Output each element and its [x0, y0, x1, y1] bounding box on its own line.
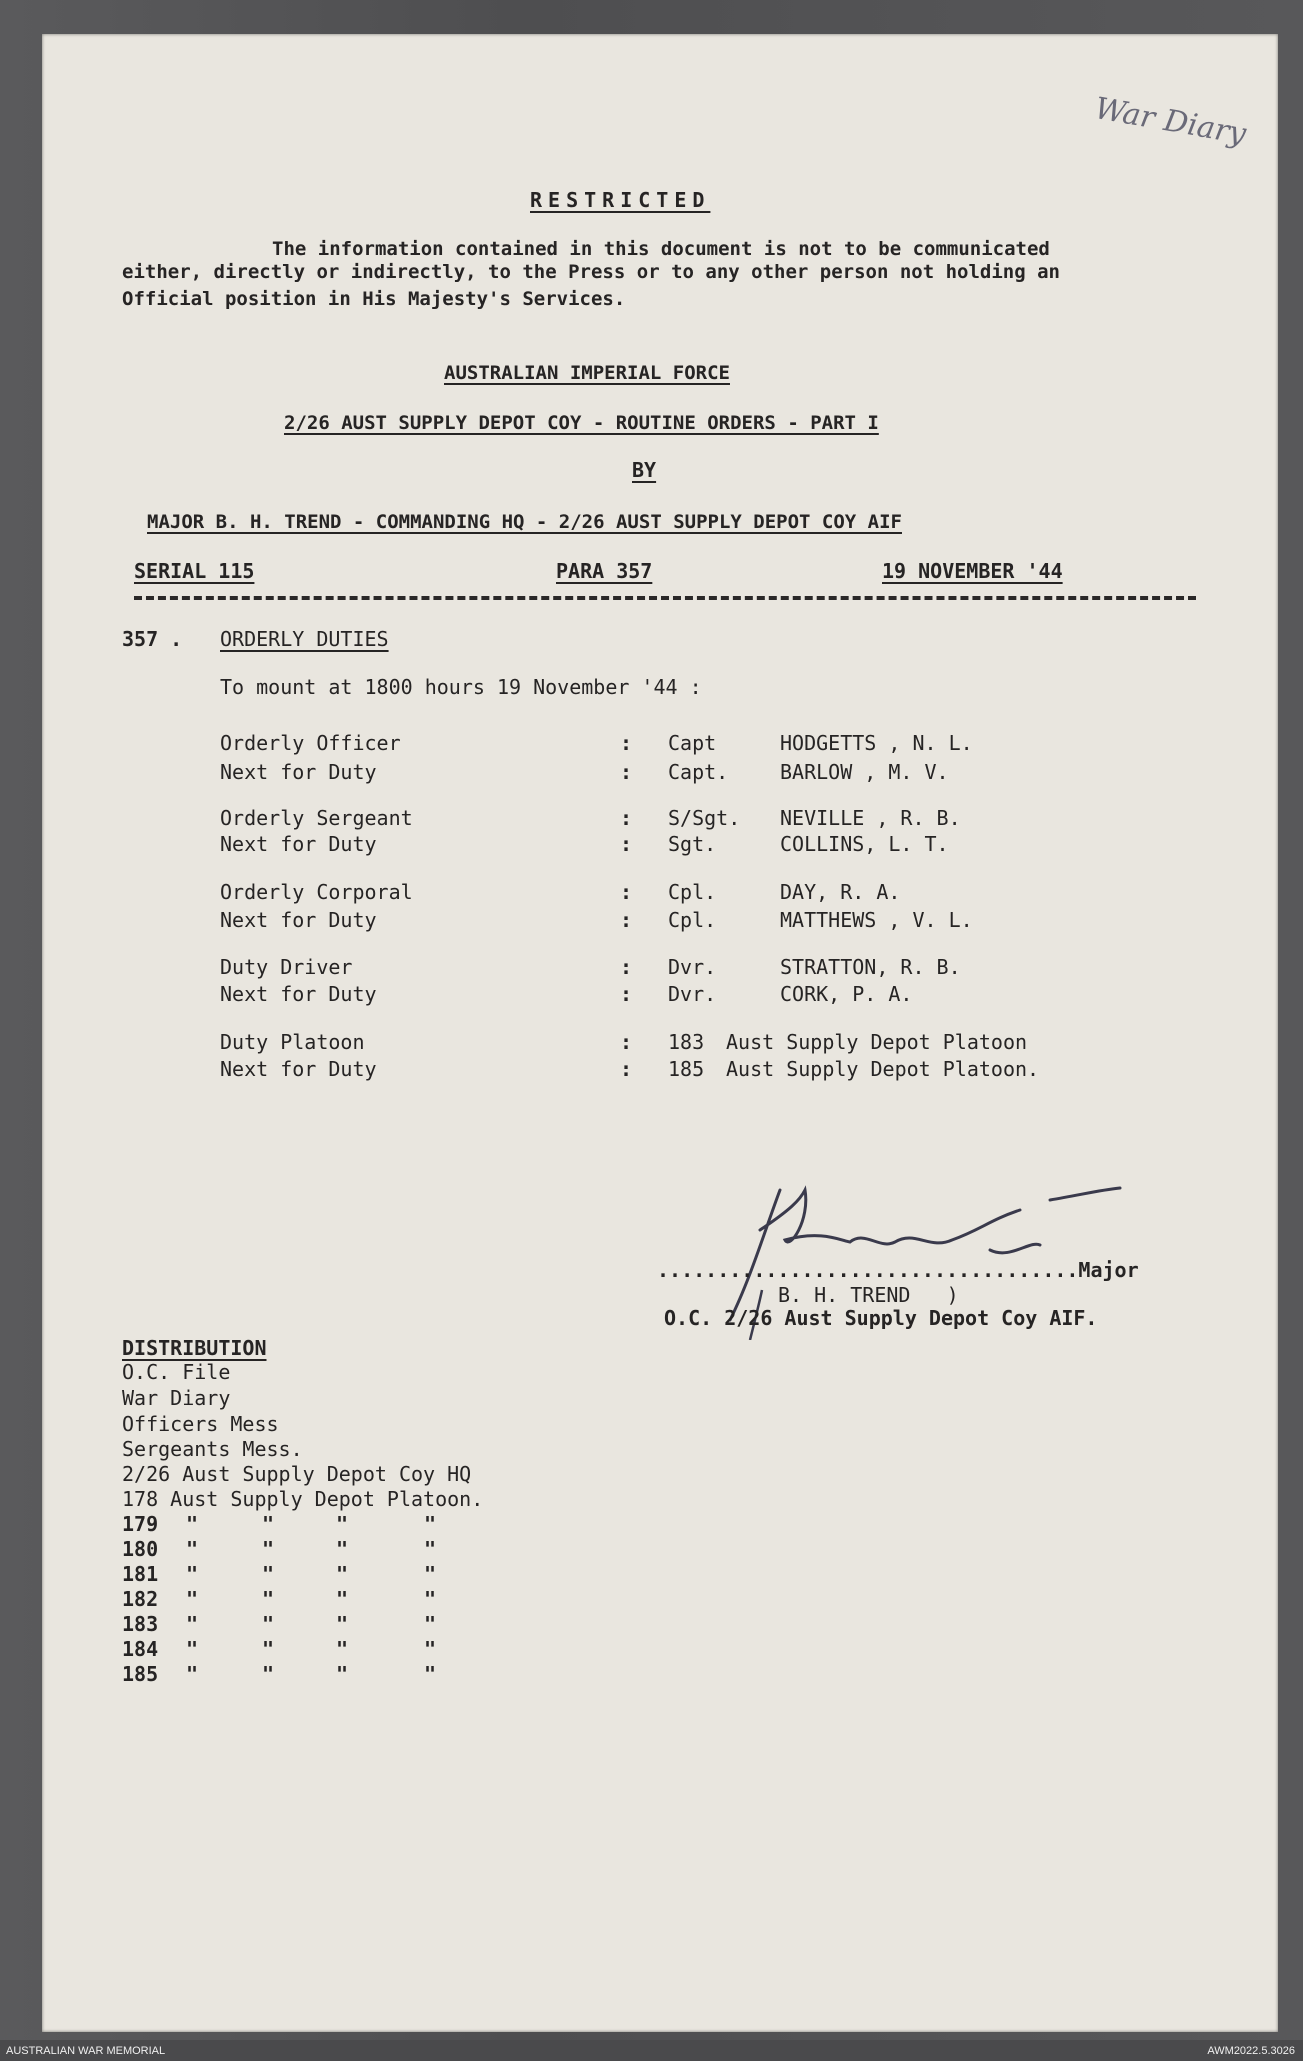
ditto-mark: "	[262, 1512, 275, 1536]
duty-name: HODGETTS , N. L.	[780, 731, 973, 755]
ditto-mark: "	[262, 1612, 275, 1636]
duty-role: Next for Duty	[220, 908, 377, 932]
duty-role: Next for Duty	[220, 832, 377, 856]
distribution-item: 2/26 Aust Supply Depot Coy HQ	[122, 1462, 472, 1486]
ditto-mark: "	[262, 1662, 275, 1686]
distribution-item: Officers Mess	[122, 1412, 279, 1436]
platoon-number: 179	[122, 1512, 159, 1536]
duty-rank: 183	[668, 1030, 705, 1054]
ditto-mark: "	[336, 1512, 349, 1536]
ditto-mark: "	[262, 1637, 275, 1661]
duty-role: Next for Duty	[220, 1057, 377, 1081]
duty-name: DAY, R. A.	[780, 880, 901, 904]
order-number: 357 .	[122, 627, 183, 651]
duty-rank: 185	[668, 1057, 705, 1081]
serial-number: SERIAL 115	[134, 559, 255, 583]
duty-role: Next for Duty	[220, 982, 377, 1006]
duty-separator: :	[620, 760, 633, 784]
ditto-mark: "	[186, 1637, 199, 1661]
footer-institution: AUSTRALIAN WAR MEMORIAL	[6, 2045, 166, 2057]
force-title: AUSTRALIAN IMPERIAL FORCE	[444, 362, 730, 384]
distribution-item: O.C. File	[122, 1360, 231, 1384]
ditto-mark: "	[262, 1587, 275, 1611]
duty-rank: Capt	[668, 731, 717, 755]
duty-separator: :	[620, 908, 633, 932]
ditto-mark: "	[424, 1587, 437, 1611]
duty-name: CORK, P. A.	[780, 982, 913, 1006]
handwritten-note: War Diary	[1092, 90, 1249, 153]
duty-separator: :	[620, 1057, 633, 1081]
classification-heading: RESTRICTED	[530, 188, 711, 212]
duty-name: NEVILLE , R. B.	[780, 806, 961, 830]
ditto-mark: "	[186, 1612, 199, 1636]
platoon-number: 182	[122, 1587, 159, 1611]
signatory-position: O.C. 2/26 Aust Supply Depot Coy AIF.	[664, 1306, 1098, 1330]
order-date: 19 NOVEMBER '44	[882, 559, 1063, 583]
ditto-mark: "	[424, 1512, 437, 1536]
duty-rank: Capt.	[668, 760, 729, 784]
ditto-mark: "	[186, 1587, 199, 1611]
duty-rank: Cpl.	[668, 880, 717, 904]
duty-separator: :	[620, 731, 633, 755]
warning-line-1: The information contained in this document is not to be communicated	[272, 238, 1050, 260]
duty-separator: :	[620, 982, 633, 1006]
duty-name: MATTHEWS , V. L.	[780, 908, 973, 932]
ditto-mark: "	[424, 1562, 437, 1586]
duty-separator: :	[620, 832, 633, 856]
ditto-mark: "	[424, 1637, 437, 1661]
ditto-mark: "	[336, 1562, 349, 1586]
header-divider	[134, 596, 1196, 600]
duty-separator: :	[620, 1030, 633, 1054]
duty-name: STRATTON, R. B.	[780, 955, 961, 979]
by-line: BY	[632, 458, 657, 482]
duty-rank: Dvr.	[668, 982, 717, 1006]
warning-line-2: either, directly or indirectly, to the Press or to any other person not holding an	[122, 261, 1060, 283]
duty-name: COLLINS, L. T.	[780, 832, 949, 856]
duty-role: Orderly Corporal	[220, 880, 413, 904]
duty-role: Duty Platoon	[220, 1030, 365, 1054]
platoon-number: 184	[122, 1637, 159, 1661]
footer-reference: AWM2022.5.3026	[1207, 2045, 1295, 2057]
ditto-mark: "	[336, 1637, 349, 1661]
distribution-item: 178 Aust Supply Depot Platoon.	[122, 1487, 484, 1511]
ditto-mark: "	[186, 1512, 199, 1536]
ditto-mark: "	[186, 1662, 199, 1686]
duty-name: Aust Supply Depot Platoon.	[726, 1057, 1040, 1081]
duty-separator: :	[620, 955, 633, 979]
distribution-item: War Diary	[122, 1386, 231, 1410]
duty-rank: Cpl.	[668, 908, 717, 932]
ditto-mark: "	[262, 1537, 275, 1561]
duty-role: Orderly Officer	[220, 731, 401, 755]
duty-name: Aust Supply Depot Platoon	[726, 1030, 1028, 1054]
duty-separator: :	[620, 880, 633, 904]
commander-line: MAJOR B. H. TREND - COMMANDING HQ - 2/26 AUST SUPPLY DEPOT COY AIF	[147, 511, 902, 533]
duty-separator: :	[620, 806, 633, 830]
duty-role: Duty Driver	[220, 955, 353, 979]
duty-rank: Sgt.	[668, 832, 717, 856]
ditto-mark: "	[186, 1562, 199, 1586]
platoon-number: 180	[122, 1537, 159, 1561]
ditto-mark: "	[424, 1662, 437, 1686]
duty-role: Orderly Sergeant	[220, 806, 413, 830]
warning-line-3: Official position in His Majesty's Services.	[122, 288, 626, 310]
order-heading: ORDERLY DUTIES	[220, 627, 389, 651]
ditto-mark: "	[424, 1537, 437, 1561]
signatory-name: B. H. TREND )	[778, 1283, 959, 1307]
ditto-mark: "	[424, 1612, 437, 1636]
ditto-mark: "	[336, 1612, 349, 1636]
platoon-number: 181	[122, 1562, 159, 1586]
duty-rank: S/Sgt.	[668, 806, 741, 830]
distribution-item: Sergeants Mess.	[122, 1437, 303, 1461]
ditto-mark: "	[336, 1537, 349, 1561]
orders-title: 2/26 AUST SUPPLY DEPOT COY - ROUTINE ORDERS - PART I	[284, 412, 879, 434]
duty-role: Next for Duty	[220, 760, 377, 784]
order-intro: To mount at 1800 hours 19 November '44 :	[220, 675, 702, 699]
duty-name: BARLOW , M. V.	[780, 760, 949, 784]
ditto-mark: "	[262, 1562, 275, 1586]
ditto-mark: "	[186, 1537, 199, 1561]
platoon-number: 185	[122, 1662, 159, 1686]
para-number: PARA 357	[556, 559, 653, 583]
duty-rank: Dvr.	[668, 955, 717, 979]
distribution-heading: DISTRIBUTION	[122, 1336, 267, 1360]
platoon-number: 183	[122, 1612, 159, 1636]
ditto-mark: "	[336, 1587, 349, 1611]
signature-dots: ...................................Major	[657, 1258, 1139, 1282]
ditto-mark: "	[336, 1662, 349, 1686]
